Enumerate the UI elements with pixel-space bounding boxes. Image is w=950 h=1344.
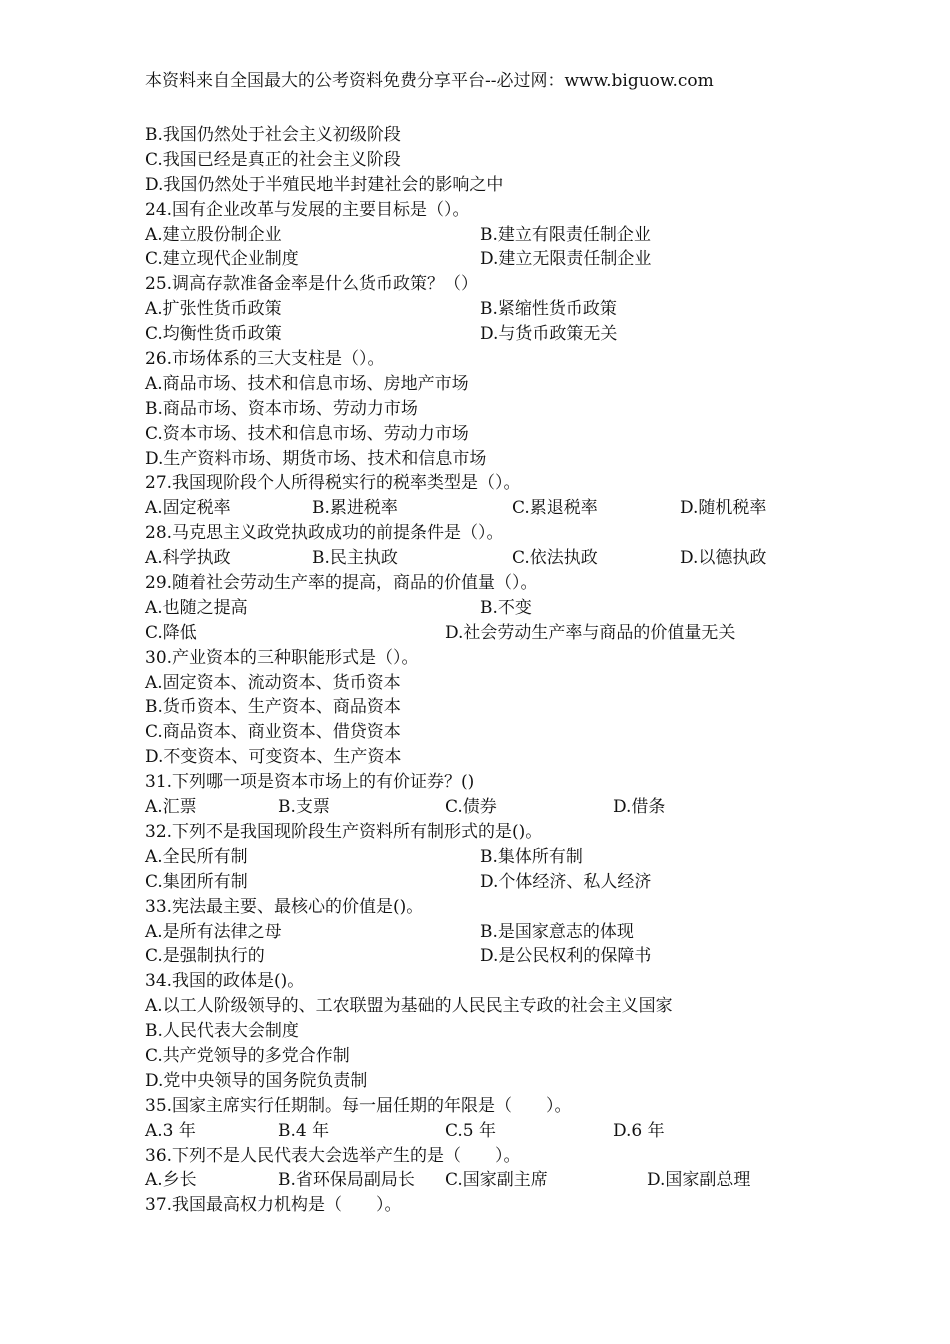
question-stem bbox=[145, 198, 845, 223]
answer-option: D.社会劳动生产率与商品的价值量无关 bbox=[445, 622, 736, 643]
question-text: 35.国家主席实行任期制。每一届任期的年限是（ ）。 bbox=[145, 1095, 572, 1116]
answer-option: A.商品市场、技术和信息市场、房地产市场 bbox=[145, 373, 469, 394]
question-stem bbox=[145, 471, 845, 496]
answer-option: A.汇票 bbox=[145, 797, 197, 818]
answer-line bbox=[145, 322, 845, 347]
answer-line bbox=[145, 695, 845, 720]
answer-option: A.乡长 bbox=[145, 1170, 197, 1191]
answer-option: A.以工人阶级领导的、工农联盟为基础的人民民主专政的社会主义国家 bbox=[145, 996, 673, 1017]
answer-line bbox=[145, 994, 845, 1019]
answer-line bbox=[145, 870, 845, 895]
answer-option: C.国家副主席 bbox=[445, 1170, 548, 1191]
question-text: 24.国有企业改革与发展的主要目标是（）。 bbox=[145, 199, 470, 220]
answer-option: C.依法执政 bbox=[512, 548, 598, 569]
question-text: 36.下列不是人民代表大会选举产生的是（ ）。 bbox=[145, 1145, 521, 1166]
answer-option: C.均衡性货币政策 bbox=[145, 324, 282, 345]
answer-option: B.商品市场、资本市场、劳动力市场 bbox=[145, 398, 418, 419]
answer-option: A.全民所有制 bbox=[145, 846, 248, 867]
answer-option: C.累退税率 bbox=[512, 498, 598, 519]
answer-option: C.资本市场、技术和信息市场、劳动力市场 bbox=[145, 423, 469, 444]
answer-option: B.是国家意志的体现 bbox=[480, 921, 634, 942]
answer-option: C.是强制执行的 bbox=[145, 946, 265, 967]
answer-option: A.扩张性货币政策 bbox=[145, 299, 282, 320]
answer-option: D.党中央领导的国务院负责制 bbox=[145, 1070, 368, 1091]
answer-line bbox=[145, 148, 845, 173]
answer-option: D.个体经济、私人经济 bbox=[480, 871, 652, 892]
answer-line bbox=[145, 720, 845, 745]
question-stem bbox=[145, 272, 845, 297]
question-text: 37.我国最高权力机构是（ ）。 bbox=[145, 1195, 402, 1216]
question-text: 32.下列不是我国现阶段生产资料所有制形式的是()。 bbox=[145, 821, 543, 842]
answer-line bbox=[145, 447, 845, 472]
answer-line bbox=[145, 173, 845, 198]
answer-option: D.以德执政 bbox=[680, 548, 767, 569]
answer-line bbox=[145, 123, 845, 148]
question-stem bbox=[145, 969, 845, 994]
answer-line bbox=[145, 671, 845, 696]
answer-line bbox=[145, 372, 845, 397]
answer-option: D.与货币政策无关 bbox=[480, 324, 618, 345]
answer-option: B.累进税率 bbox=[312, 498, 398, 519]
answer-line bbox=[145, 944, 845, 969]
answer-line bbox=[145, 596, 845, 621]
answer-option: D.借条 bbox=[613, 797, 666, 818]
question-stem bbox=[145, 1144, 845, 1169]
answer-option: C.我国已经是真正的社会主义阶段 bbox=[145, 149, 401, 170]
answer-line bbox=[145, 745, 845, 770]
question-text: 29.随着社会劳动生产率的提高，商品的价值量（）。 bbox=[145, 573, 538, 594]
answer-option: D.建立无限责任制企业 bbox=[480, 249, 652, 270]
question-stem bbox=[145, 820, 845, 845]
question-text: 30.产业资本的三种职能形式是（）。 bbox=[145, 647, 419, 668]
question-stem bbox=[145, 1193, 845, 1218]
answer-option: B.支票 bbox=[278, 797, 330, 818]
question-text: 27.我国现阶段个人所得税实行的税率类型是（）。 bbox=[145, 473, 521, 494]
answer-option: A.3 年 bbox=[145, 1120, 196, 1141]
answer-option: C.5 年 bbox=[445, 1120, 497, 1141]
answer-line bbox=[145, 1168, 845, 1193]
answer-option: A.固定税率 bbox=[145, 498, 231, 519]
answer-line bbox=[145, 397, 845, 422]
question-text: 26.市场体系的三大支柱是（）。 bbox=[145, 349, 385, 370]
answer-line bbox=[145, 1119, 845, 1144]
answer-line bbox=[145, 1069, 845, 1094]
answer-option: C.降低 bbox=[145, 622, 197, 643]
answer-option: B.紧缩性货币政策 bbox=[480, 299, 617, 320]
answer-option: A.建立股份制企业 bbox=[145, 224, 282, 245]
answer-option: D.是公民权利的保障书 bbox=[480, 946, 652, 967]
answer-option: D.国家副总理 bbox=[647, 1170, 751, 1191]
answer-line bbox=[145, 223, 845, 248]
answer-option: D.不变资本、可变资本、生产资本 bbox=[145, 747, 402, 768]
answer-line bbox=[145, 920, 845, 945]
question-stem bbox=[145, 646, 845, 671]
answer-option: B.货币资本、生产资本、商品资本 bbox=[145, 697, 401, 718]
question-stem bbox=[145, 521, 845, 546]
question-stem bbox=[145, 1094, 845, 1119]
question-text: 28.马克思主义政党执政成功的前提条件是（）。 bbox=[145, 523, 504, 544]
answer-option: B.集体所有制 bbox=[480, 846, 583, 867]
answer-option: D.生产资料市场、期货市场、技术和信息市场 bbox=[145, 448, 487, 469]
answer-option: C.债券 bbox=[445, 797, 497, 818]
answer-line bbox=[145, 297, 845, 322]
question-text: 25.调高存款准备金率是什么货币政策？（） bbox=[145, 274, 479, 295]
answer-option: D.6 年 bbox=[613, 1120, 665, 1141]
question-text: 34.我国的政体是()。 bbox=[145, 971, 305, 992]
answer-option: B.人民代表大会制度 bbox=[145, 1021, 299, 1042]
answer-option: A.也随之提高 bbox=[145, 597, 248, 618]
answer-line bbox=[145, 1019, 845, 1044]
answer-option: A.固定资本、流动资本、货币资本 bbox=[145, 672, 401, 693]
answer-line bbox=[145, 546, 845, 571]
answer-option: B.4 年 bbox=[278, 1120, 330, 1141]
question-stem bbox=[145, 895, 845, 920]
answer-line bbox=[145, 795, 845, 820]
answer-option: C.商品资本、商业资本、借贷资本 bbox=[145, 722, 401, 743]
question-stem bbox=[145, 571, 845, 596]
answer-option: B.不变 bbox=[480, 597, 532, 618]
answer-option: B.省环保局副局长 bbox=[278, 1170, 415, 1191]
answer-option: B.建立有限责任制企业 bbox=[480, 224, 651, 245]
answer-option: C.建立现代企业制度 bbox=[145, 249, 299, 270]
answer-line bbox=[145, 1044, 845, 1069]
question-stem bbox=[145, 770, 845, 795]
answer-line bbox=[145, 496, 845, 521]
question-stem bbox=[145, 347, 845, 372]
answer-option: D.随机税率 bbox=[680, 498, 767, 519]
page-header-source: 本资料来自全国最大的公考资料免费分享平台--必过网：www.biguow.com bbox=[145, 71, 714, 91]
answer-line bbox=[145, 422, 845, 447]
answer-line bbox=[145, 247, 845, 272]
answer-option: A.科学执政 bbox=[145, 548, 231, 569]
answer-option: A.是所有法律之母 bbox=[145, 921, 282, 942]
answer-line bbox=[145, 621, 845, 646]
question-text: 31.下列哪一项是资本市场上的有价证券？() bbox=[145, 772, 475, 793]
answer-option: D.我国仍然处于半殖民地半封建社会的影响之中 bbox=[145, 174, 504, 195]
question-text: 33.宪法最主要、最核心的价值是()。 bbox=[145, 896, 424, 917]
answer-option: B.民主执政 bbox=[312, 548, 398, 569]
answer-option: C.共产党领导的多党合作制 bbox=[145, 1045, 350, 1066]
answer-option: B.我国仍然处于社会主义初级阶段 bbox=[145, 125, 401, 145]
question-list bbox=[145, 123, 845, 1218]
answer-line bbox=[145, 845, 845, 870]
answer-option: C.集团所有制 bbox=[145, 871, 248, 892]
